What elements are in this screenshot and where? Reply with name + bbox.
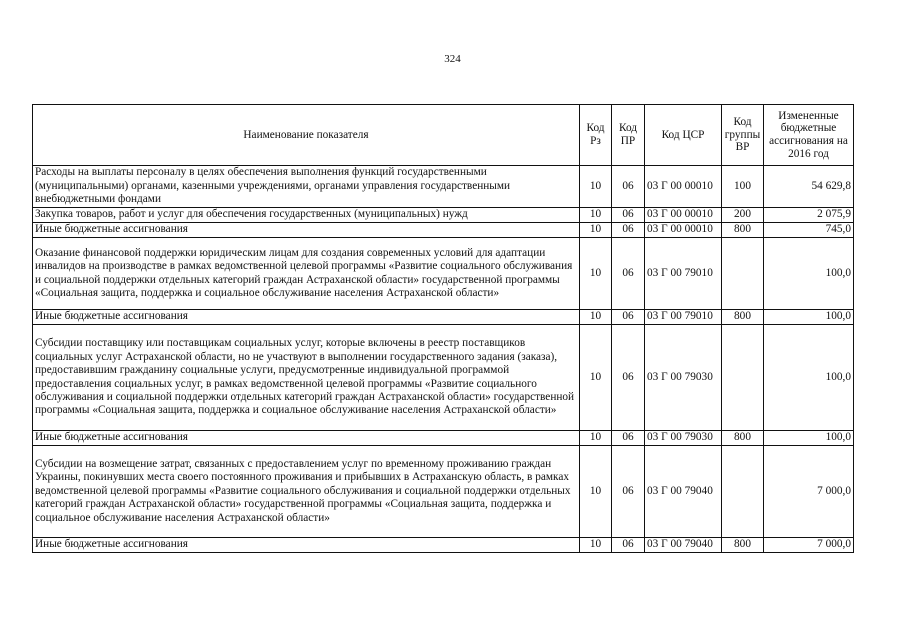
cell-csr: 03 Г 00 79040 <box>645 538 722 553</box>
header-pr: Код ПР <box>612 105 645 166</box>
cell-csr: 03 Г 00 79010 <box>645 310 722 325</box>
cell-amount: 100,0 <box>764 325 854 431</box>
table-header-row <box>33 105 854 166</box>
table-row <box>33 208 854 223</box>
cell-csr: 03 Г 00 79010 <box>645 238 722 310</box>
page-number: 324 <box>444 53 461 65</box>
cell-csr: 03 Г 00 79030 <box>645 431 722 446</box>
cell-rz: 10 <box>580 223 612 238</box>
header-amount: Измененные бюджетные ассигнования на 2016 год <box>764 105 854 166</box>
cell-vr <box>722 446 764 538</box>
cell-rz: 10 <box>580 431 612 446</box>
cell-pr: 06 <box>612 310 645 325</box>
cell-rz: 10 <box>580 538 612 553</box>
budget-table <box>32 104 854 553</box>
cell-csr: 03 Г 00 79030 <box>645 325 722 431</box>
cell-pr: 06 <box>612 238 645 310</box>
cell-name: Иные бюджетные ассигнования <box>33 310 580 325</box>
cell-rz: 10 <box>580 310 612 325</box>
cell-vr: 200 <box>722 208 764 223</box>
cell-amount: 100,0 <box>764 310 854 325</box>
cell-name: Оказание финансовой поддержки юридическим лицам для создания современных условий для адаптации инвалидов на производстве в рамках ведомственной целевой программы «Развитие социального обслуживания и социальной поддержки отдельных категорий граждан Астраханской области» государственной программы «Социальная защита, поддержка и социальное обслуживание населения Астраханской области» <box>33 238 580 310</box>
cell-pr: 06 <box>612 325 645 431</box>
cell-pr: 06 <box>612 446 645 538</box>
cell-csr: 03 Г 00 00010 <box>645 208 722 223</box>
cell-csr: 03 Г 00 00010 <box>645 166 722 208</box>
cell-pr: 06 <box>612 208 645 223</box>
cell-pr: 06 <box>612 223 645 238</box>
cell-amount: 7 000,0 <box>764 446 854 538</box>
cell-name: Расходы на выплаты персоналу в целях обеспечения выполнения функций государственными (муниципальными) органами, казенными учреждениями, органами управления государственными внебюджетными фондами <box>33 166 580 208</box>
table-row <box>33 238 854 310</box>
cell-pr: 06 <box>612 166 645 208</box>
header-rz: Код Рз <box>580 105 612 166</box>
cell-amount: 7 000,0 <box>764 538 854 553</box>
cell-name: Иные бюджетные ассигнования <box>33 223 580 238</box>
cell-vr: 800 <box>722 223 764 238</box>
cell-name: Иные бюджетные ассигнования <box>33 431 580 446</box>
cell-vr <box>722 238 764 310</box>
header-vr: Код группы ВР <box>722 105 764 166</box>
cell-vr: 800 <box>722 538 764 553</box>
cell-rz: 10 <box>580 325 612 431</box>
cell-rz: 10 <box>580 208 612 223</box>
cell-vr <box>722 325 764 431</box>
cell-amount: 100,0 <box>764 238 854 310</box>
cell-name: Субсидии на возмещение затрат, связанных с предоставлением услуг по временному проживанию граждан Украины, покинувших места своего постоянного проживания и прибывших в Астраханскую область, в рамках ведомственной целевой программы «Развитие социального обслуживания и социальной поддержки отдельных категорий граждан Астраханской области» государственной программы «Социальная защита, поддержка и социальное обслуживание населения Астраханской области» <box>33 446 580 538</box>
table-row <box>33 538 854 553</box>
table-row <box>33 166 854 208</box>
cell-vr: 100 <box>722 166 764 208</box>
cell-vr: 800 <box>722 310 764 325</box>
cell-vr: 800 <box>722 431 764 446</box>
cell-name: Иные бюджетные ассигнования <box>33 538 580 553</box>
cell-amount: 54 629,8 <box>764 166 854 208</box>
table-row <box>33 446 854 538</box>
header-csr: Код ЦСР <box>645 105 722 166</box>
cell-name: Закупка товаров, работ и услуг для обеспечения государственных (муниципальных) нужд <box>33 208 580 223</box>
header-name: Наименование показателя <box>33 105 580 166</box>
cell-rz: 10 <box>580 238 612 310</box>
cell-pr: 06 <box>612 538 645 553</box>
cell-name: Субсидии поставщику или поставщикам социальных услуг, которые включены в реестр поставщиков социальных услуг Астраханской области, но не участвуют в выполнении государственного задания (заказа), предоставившим гражданину социальные услуги, предусмотренные индивидуальной программой предоставления социальных услуг, в рамках ведомственной целевой программы «Развитие социального обслуживания и социальной поддержки отдельных категорий граждан Астраханской области» государственной программы «Социальная защита, поддержка и социальное обслуживание населения Астраханской области» <box>33 325 580 431</box>
cell-csr: 03 Г 00 79040 <box>645 446 722 538</box>
table-row <box>33 431 854 446</box>
cell-pr: 06 <box>612 431 645 446</box>
table-row <box>33 223 854 238</box>
cell-amount: 745,0 <box>764 223 854 238</box>
table-row <box>33 310 854 325</box>
cell-rz: 10 <box>580 166 612 208</box>
cell-csr: 03 Г 00 00010 <box>645 223 722 238</box>
table-row <box>33 325 854 431</box>
cell-amount: 2 075,9 <box>764 208 854 223</box>
cell-amount: 100,0 <box>764 431 854 446</box>
cell-rz: 10 <box>580 446 612 538</box>
